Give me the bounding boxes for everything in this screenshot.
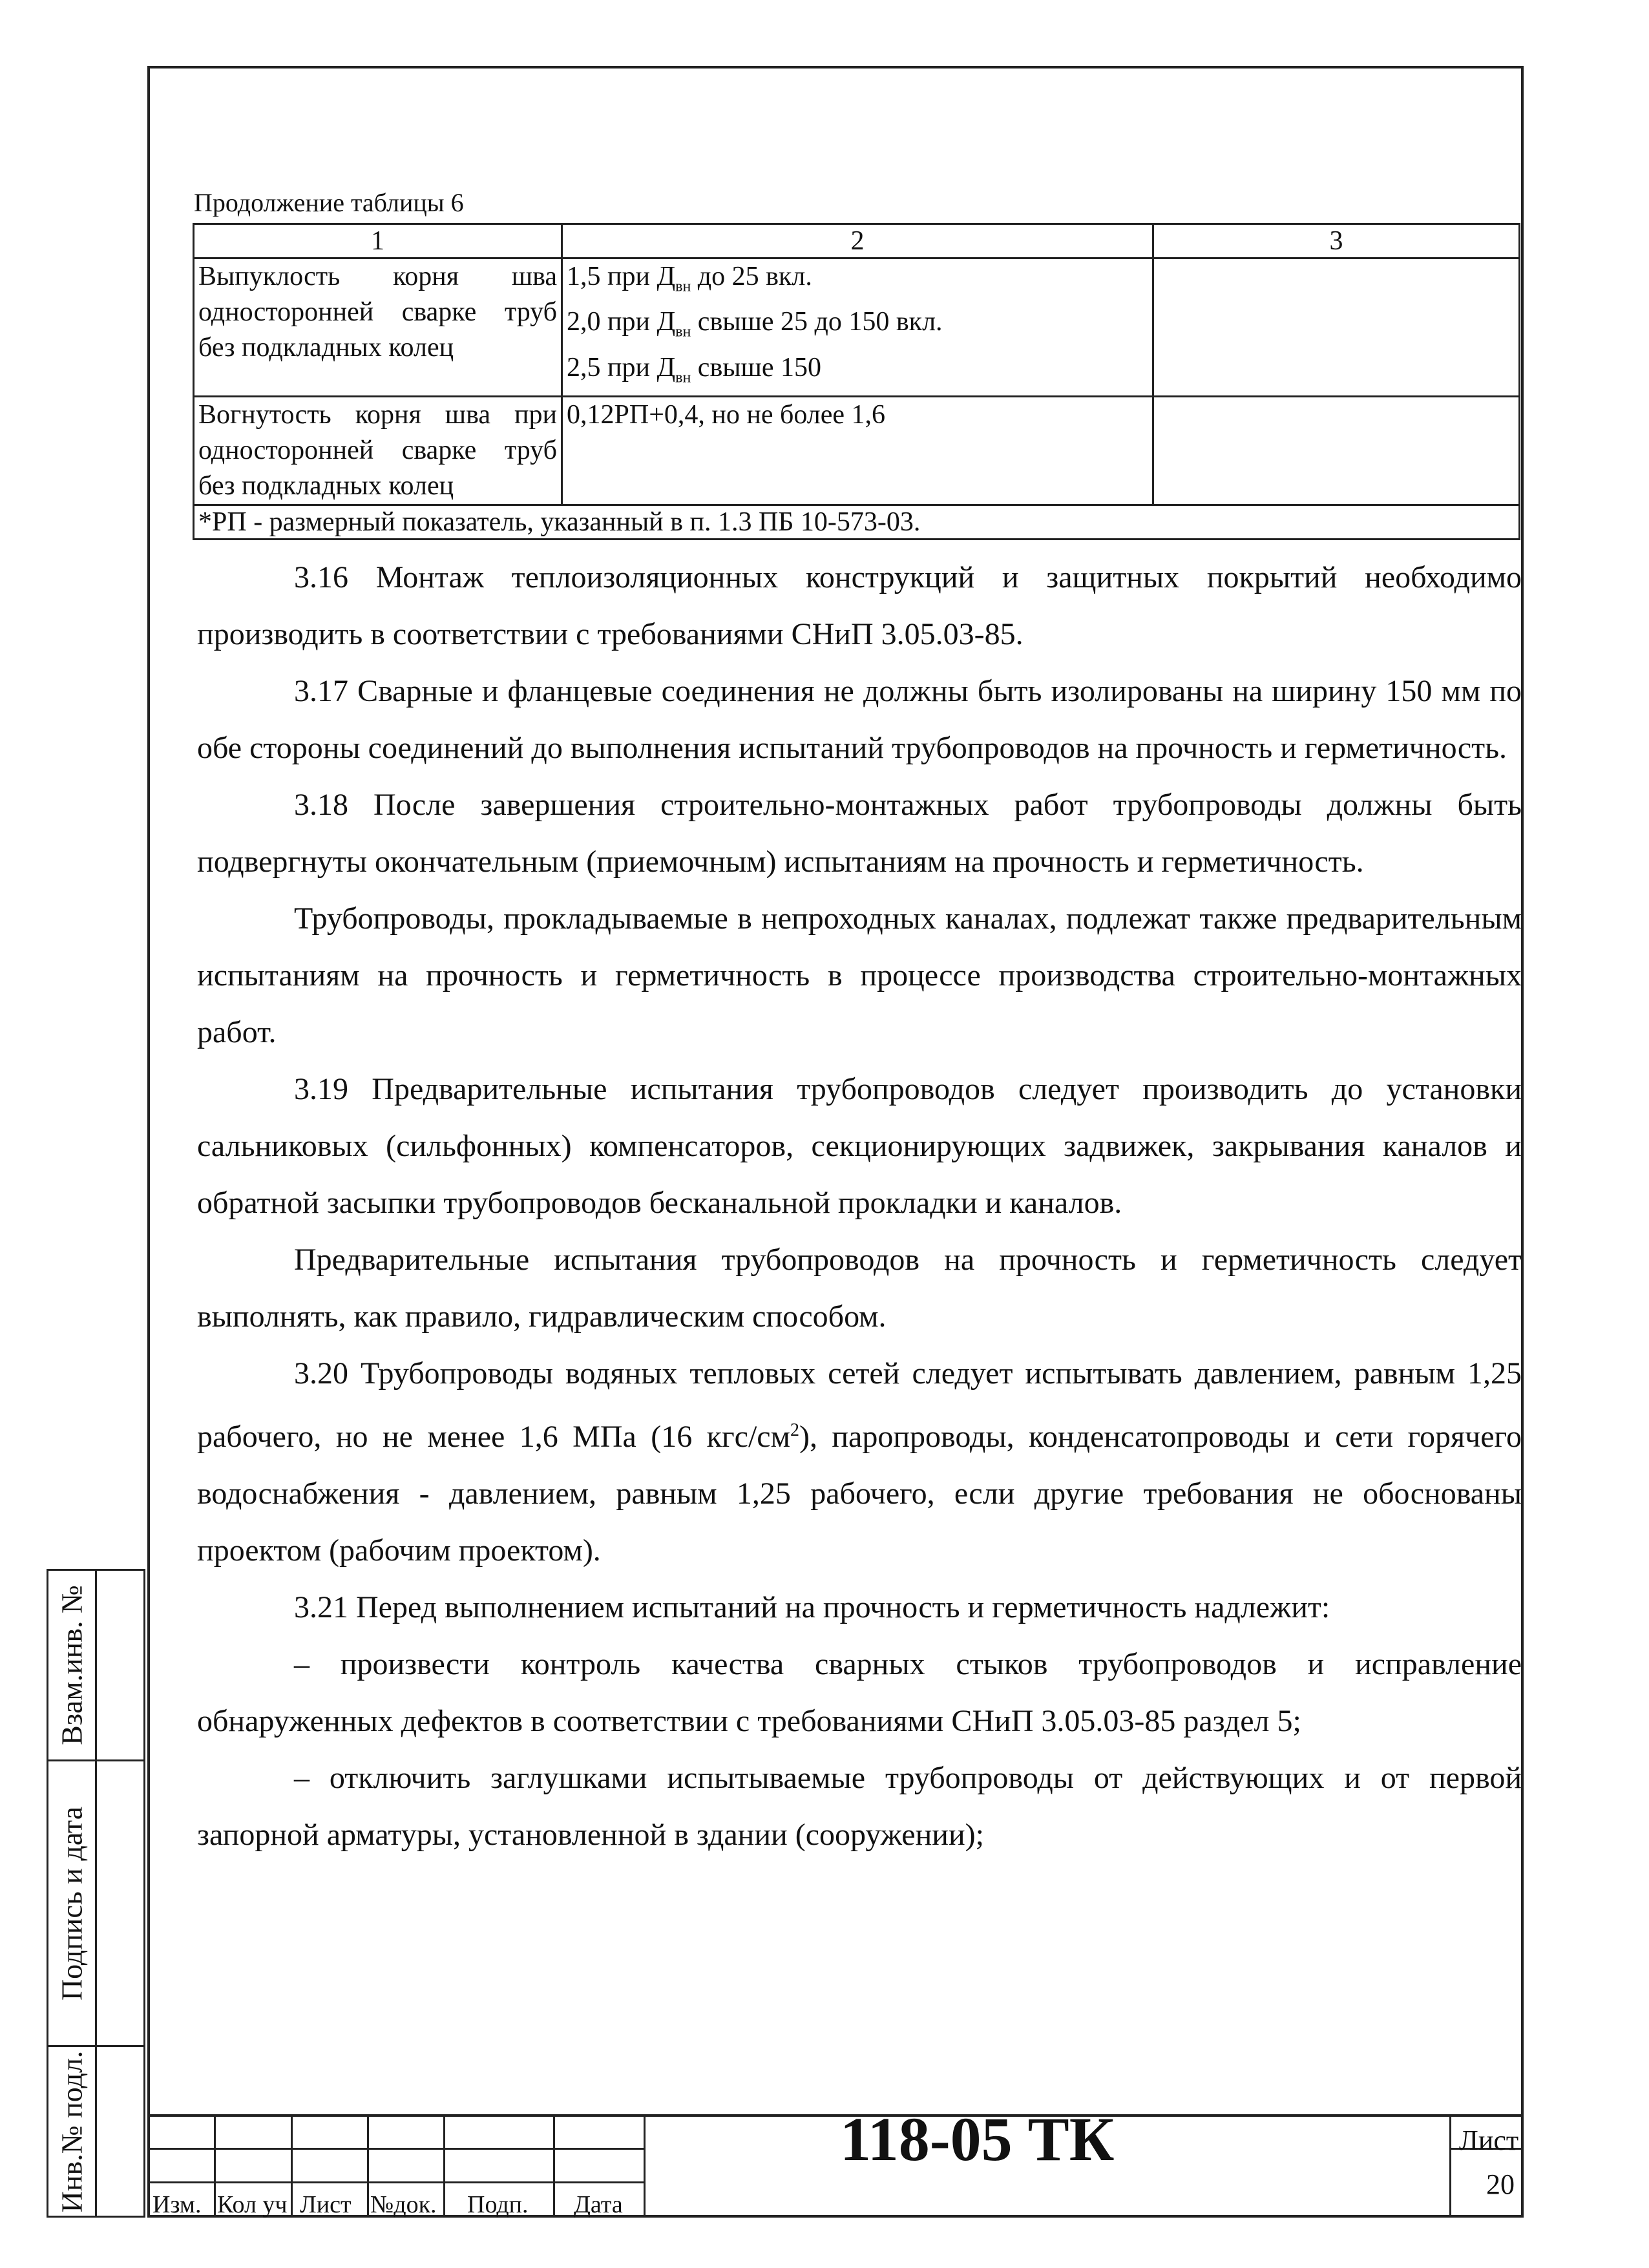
- table-header-row: [194, 224, 1520, 258]
- paragraph: 3.20 Трубопроводы водяных тепловых сетей следует испытывать давлением, равным 1,25 рабочего, но не менее 1,6 МПа (16 кгс/$см^2$), паропроводы, конденсатопроводы и сети горячего водоснабжения - давлением, равным 1,25 рабочего, если другие требования не обоснованы проектом (рабочим проектом).: [197, 1356, 1522, 1568]
- stamp-label-izm: Изм.: [152, 2191, 202, 2218]
- list-item: – отключить заглушками испытываемые трубопроводы от действующих и от первой запорной арматуры, установленной в здании (сооружении);: [197, 1761, 1522, 1852]
- side-label-vzam-cell: [47, 1569, 97, 1761]
- table-cell: Вогнутость корня шва при односторонней сварке труб без подкладных колец: [194, 397, 562, 505]
- side-blank-cell: [95, 2045, 145, 2218]
- title-block: [147, 2114, 1524, 2218]
- sheet-number: 20: [1486, 2168, 1515, 2200]
- paragraph: Трубопроводы, прокладываемые в непроходных каналах, подлежат также предварительным испытаниям на прочность и герметичность в процессе производства строительно-монтажных работ.: [197, 901, 1522, 1049]
- side-label-podpis-cell: [47, 1759, 97, 2047]
- table-cell: Выпуклость корня шва односторонней сварке труб без подкладных колец: [194, 258, 562, 397]
- table-caption: Продолжение таблицы 6: [194, 188, 464, 217]
- table-header-cell: 3: [1153, 224, 1520, 258]
- side-blank-cell: [95, 1569, 145, 1761]
- stamp-label-list: Лист: [300, 2191, 352, 2218]
- stamp-label-ndok: №док.: [370, 2191, 437, 2218]
- paragraph: 3.17 Сварные и фланцевые соединения не должны быть изолированы на ширину 150 мм по обе стороны соединений до выполнения испытаний трубопроводов на прочность и герметичность.: [197, 674, 1522, 765]
- side-label-podpis: Подпись и дата: [55, 1806, 89, 2000]
- side-label-inv: Инв.№ подл.: [55, 2050, 89, 2212]
- table-cell: 0,12РП+0,4, но не более 1,6: [562, 397, 1153, 505]
- paragraph: 3.19 Предварительные испытания трубопроводов следует производить до установки сальниковых (сильфонных) компенсаторов, секционирующих задвижек, закрывания каналов и обратной засыпки трубопроводов бесканальной прокладки и каналов.: [197, 1072, 1522, 1220]
- stamp-label-podp: Подп.: [467, 2191, 529, 2218]
- side-blank-cell: [95, 1759, 145, 2047]
- table-cell-line: 2,5 при $Д_{вн}$ свыше 150: [567, 352, 821, 386]
- spec-table: [193, 223, 1520, 540]
- table-cell: [1153, 397, 1520, 505]
- body-text: [197, 549, 1522, 1864]
- paragraph: Предварительные испытания трубопроводов на прочность и герметичность следует выполнять, как правило, гидравлическим способом.: [197, 1243, 1522, 1334]
- side-strip: [47, 1569, 143, 2218]
- table-cell: [562, 258, 1153, 397]
- table-footnote-row: [194, 505, 1520, 540]
- sheet-label: Лист: [1459, 2125, 1519, 2156]
- table-row: [194, 258, 1520, 397]
- paragraph: 3.18 После завершения строительно-монтажных работ трубопроводы должны быть подвергнуты окончательным (приемочным) испытаниям на прочность и герметичность.: [197, 788, 1522, 879]
- table-header-cell: 1: [194, 224, 562, 258]
- document-number: 118-05 ТК: [840, 2105, 1115, 2174]
- table-cell: [1153, 258, 1520, 397]
- table-cell-line: 2,0 при $Д_{вн}$ свыше 25 до 150 вкл.: [567, 307, 943, 341]
- side-label-vzam: Взам.инв. №: [55, 1585, 89, 1745]
- table-row: [194, 397, 1520, 505]
- paragraph: 3.21 Перед выполнением испытаний на прочность и герметичность надлежит:: [294, 1590, 1330, 1624]
- table-header-cell: 2: [562, 224, 1153, 258]
- list-item: – произвести контроль качества сварных стыков трубопроводов и исправление обнаруженных дефектов в соответствии с требованиями СНиП 3.05.03-85 раздел 5;: [197, 1647, 1522, 1738]
- table-footnote: *РП - размерный показатель, указанный в п. 1.3 ПБ 10-573-03.: [194, 505, 1520, 540]
- side-label-inv-cell: [47, 2045, 97, 2218]
- paragraph: 3.16 Монтаж теплоизоляционных конструкций и защитных покрытий необходимо производить в соответствии с требованиями СНиП 3.05.03-85.: [197, 560, 1522, 651]
- stamp-label-kol: Кол уч: [217, 2191, 288, 2218]
- stamp-label-data: Дата: [574, 2191, 623, 2218]
- table-cell-line: 1,5 при $Д_{вн}$ до 25 вкл.: [567, 262, 812, 295]
